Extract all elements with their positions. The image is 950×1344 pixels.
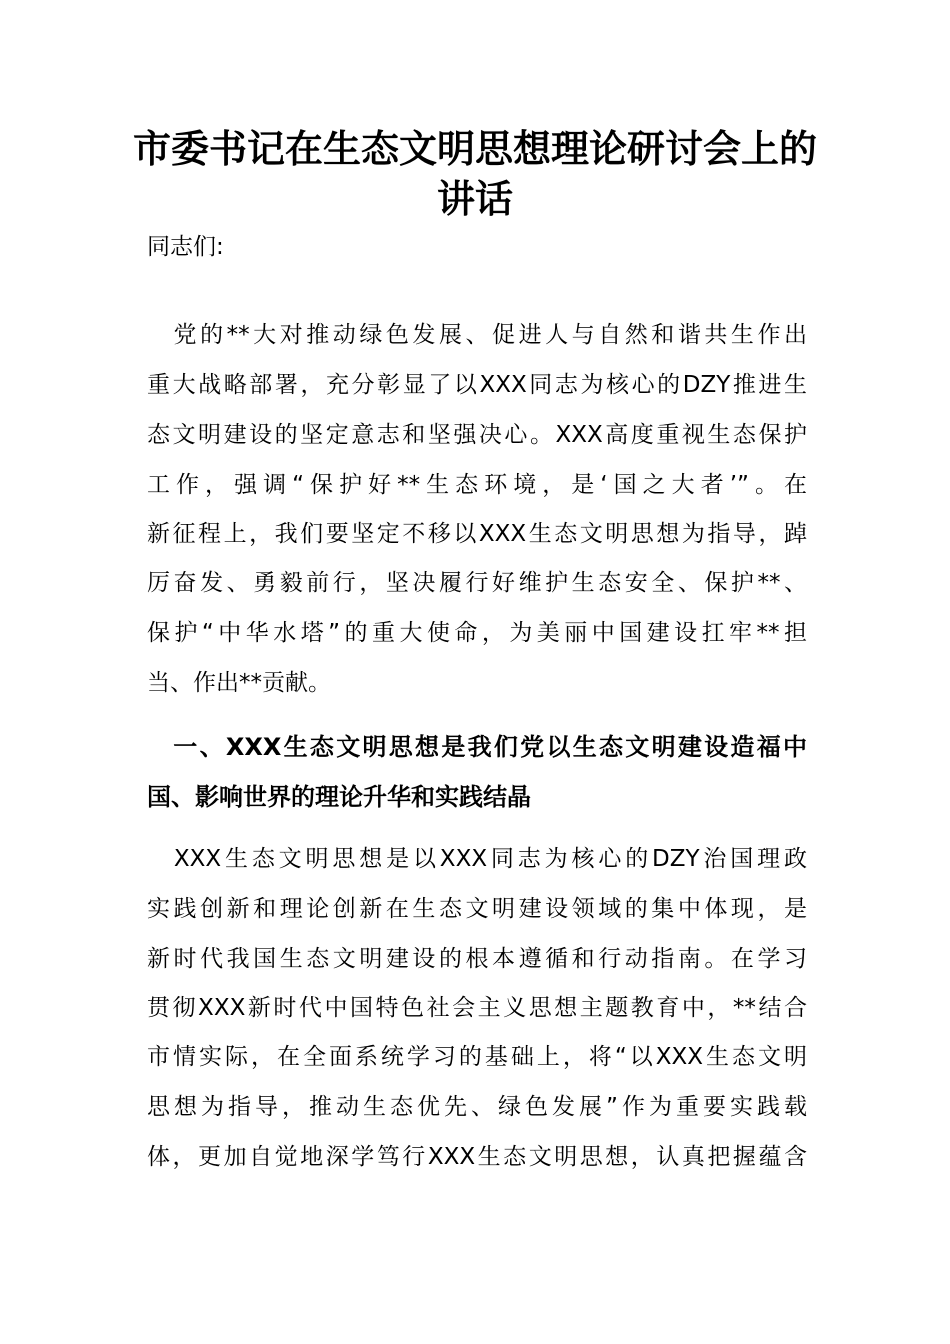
paragraph-1-line-7: 保护“中华水塔”的重大使命，为美丽中国建设扛牢**担 — [147, 620, 807, 646]
paragraph-1-line-8: 当、作出**贡献。 — [147, 670, 331, 696]
section-1-heading-line-2: 国、影响世界的理论升华和实践结晶 — [147, 783, 531, 811]
document-title-line-1: 市委书记在生态文明思想理论研讨会上的 — [132, 126, 817, 171]
salutation: 同志们: — [147, 234, 224, 260]
paragraph-1-line-5: 新征程上，我们要坚定不移以XXX生态文明思想为指导，踔 — [147, 521, 807, 547]
document-title-line-2: 讲话 — [436, 176, 513, 221]
paragraph-1-line-2: 重大战略部署，充分彰显了以XXX同志为核心的DZY推进生 — [147, 372, 807, 398]
paragraph-1-line-6: 厉奋发、勇毅前行，坚决履行好维护生态安全、保护**、 — [147, 570, 807, 596]
paragraph-2-line-3: 新时代我国生态文明建设的根本遵循和行动指南。在学习 — [147, 946, 807, 972]
paragraph-2-line-5: 市情实际，在全面系统学习的基础上，将“以XXX生态文明 — [147, 1044, 807, 1070]
paragraph-2-line-4: 贯彻XXX新时代中国特色社会主义思想主题教育中，**结合 — [147, 995, 807, 1021]
paragraph-2-line-1: XXX生态文明思想是以XXX同志为核心的DZY治国理政 — [147, 846, 807, 872]
paragraph-2-line-6: 思想为指导，推动生态优先、绿色发展”作为重要实践载 — [147, 1094, 807, 1120]
paragraph-2-line-7: 体，更加自觉地深学笃行XXX生态文明思想，认真把握蕴含 — [147, 1144, 807, 1170]
paragraph-1-line-4: 工作，强调“保护好**生态环境，是‘国之大者’”。在 — [147, 472, 807, 498]
section-1-heading-line-1: 一、XXX生态文明思想是我们党以生态文明建设造福中 — [147, 733, 807, 761]
paragraph-1-line-1: 党的**大对推动绿色发展、促进人与自然和谐共生作出 — [147, 322, 807, 348]
paragraph-1-line-3: 态文明建设的坚定意志和坚强决心。XXX高度重视生态保护 — [147, 422, 807, 448]
paragraph-2-line-2: 实践创新和理论创新在生态文明建设领域的集中体现，是 — [147, 896, 807, 922]
